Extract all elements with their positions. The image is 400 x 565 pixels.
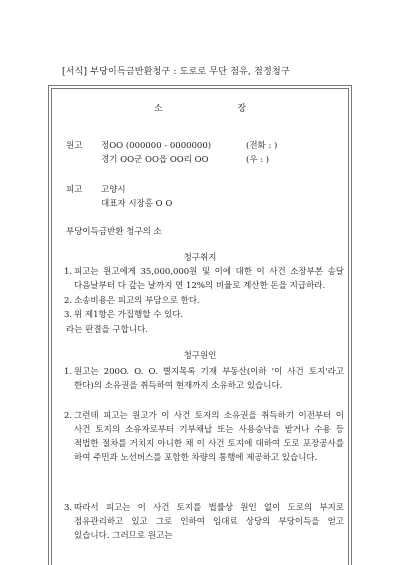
defendant-representative: 대표자 시장홍 O O	[101, 199, 173, 209]
plaintiff-address: 경기 OO군 OO읍 OO리 OO	[101, 155, 209, 165]
cause-item	[64, 409, 344, 465]
defendant-block	[66, 183, 336, 211]
claim-number: 2.	[64, 296, 73, 306]
claims-title: 청구취지	[183, 253, 217, 263]
causes-title: 청구원인	[183, 351, 217, 361]
form-heading: [서식] 부당이득금반환청구 : 도로로 무단 점유, 점정청구	[62, 67, 290, 77]
claim-item	[64, 265, 344, 293]
plaintiff-postal: (우 : )	[246, 155, 270, 165]
cause-item	[64, 501, 344, 543]
cause-text: 따라서 피고는 이 사건 토지를 법률상 원인 없이 도로의 부지로 점유관리하고 있고 그로 인하여 임대료 상당의 부당이득을 얻고 있습니다. 그러므로 원고는	[74, 503, 344, 541]
claim-item	[64, 294, 344, 308]
claim-text: 위 제1항은 가집행할 수 있다.	[74, 310, 184, 320]
cause-item	[64, 365, 344, 393]
claim-number: 3.	[64, 310, 73, 320]
document-title: 소 장	[153, 104, 283, 114]
document-frame-inner	[51, 88, 349, 565]
claim-text: 소송비용은 피고의 부담으로 한다.	[74, 296, 200, 306]
defendant-role: 피고	[66, 185, 83, 195]
claims-closing: 라는 판결을 구합니다.	[66, 325, 149, 335]
cause-text: 원고는 200O. O. O. 별지목록 기재 부동산(이하 '이 사건 토지'라고 한다)의 소유권을 취득하여 현재까지 소유하고 있습니다.	[74, 367, 344, 391]
plaintiff-role: 원고	[66, 141, 83, 151]
plaintiff-block	[66, 139, 336, 167]
claim-item	[64, 308, 344, 322]
cause-number: 1.	[64, 367, 73, 377]
claim-number: 1.	[64, 267, 73, 277]
case-name: 부당이득금반환 청구의 소	[66, 227, 162, 237]
plaintiff-name: 정OO (000000 - 0000000)	[101, 141, 212, 151]
cause-text: 그런데 피고는 원고가 이 사건 토지의 소유권을 취득하기 이전부터 이 사건 토지의 소유자로부터 기부채납 또는 사용승낙을 받거나 수용 등 적법한 절차를 거치지 아니한 채 이 사건 토지에 대하여 도로 포장공사를 하여 주민과 노선버스를 포함한 차량의 통행에 제공하고 있습니다.	[74, 411, 344, 463]
document-frame	[48, 85, 352, 565]
claim-text: 피고는 원고에게 35,000,000원 및 이에 대한 이 사건 소장부본 송달 다음날부터 다 갚는 날까지 연 12%의 비율로 계산한 돈을 지급하라.	[74, 267, 344, 291]
cause-number: 2.	[64, 411, 73, 421]
defendant-name: 고양시	[101, 185, 126, 195]
cause-number: 3.	[64, 503, 73, 513]
plaintiff-phone: (전화 : )	[246, 141, 278, 151]
